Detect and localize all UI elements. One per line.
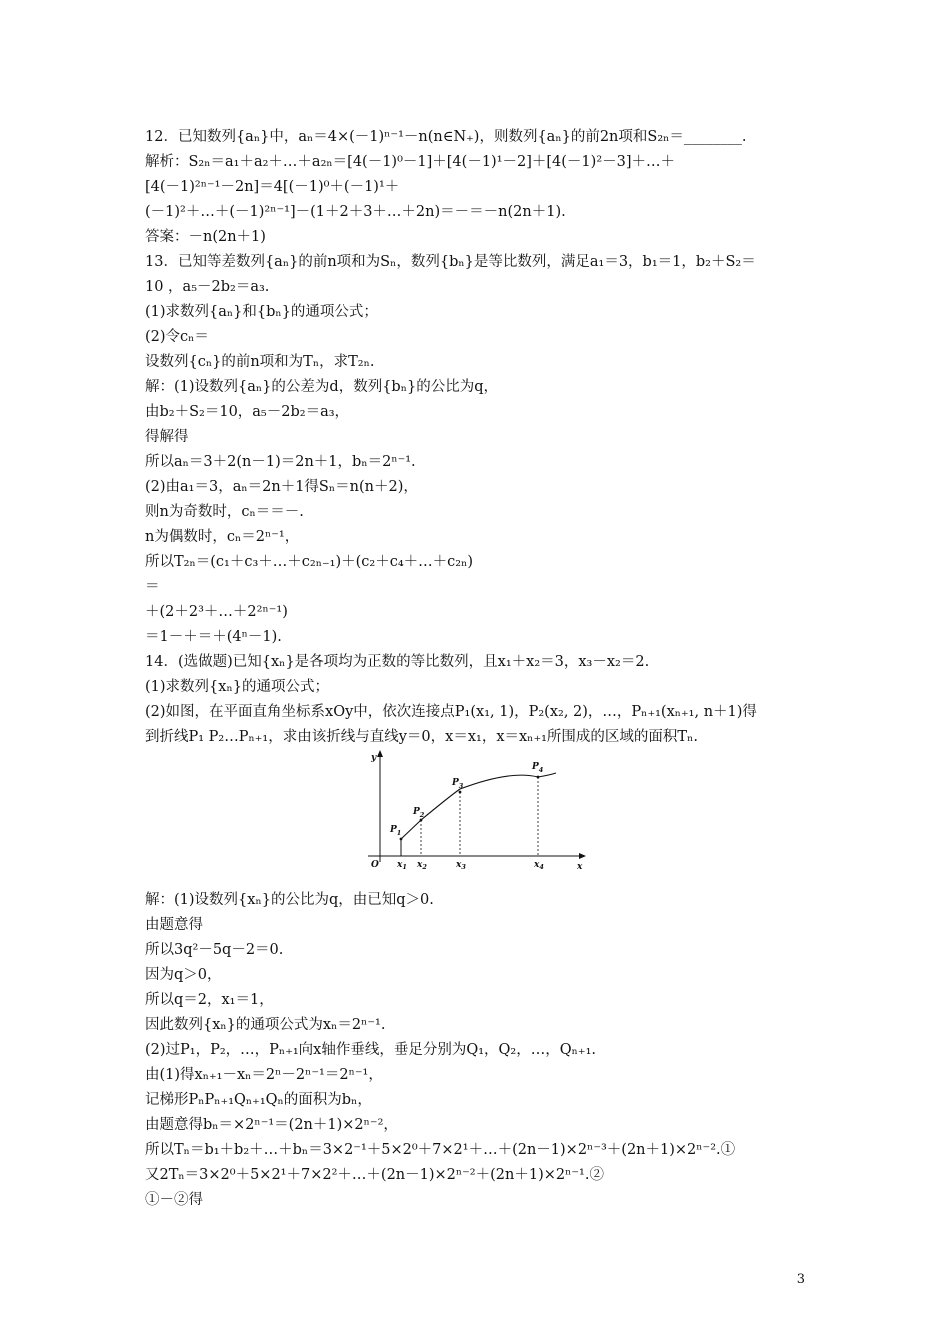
- text-line: 设数列{cₙ}的前n项和为Tₙ，求T₂ₙ.: [145, 354, 375, 370]
- text-line: 由b₂＋S₂＝10，a₅－2b₂＝a₃，: [145, 404, 350, 420]
- text-line: (2)由a₁＝3，aₙ＝2n＋1得Sₙ＝n(n＋2)，: [145, 479, 418, 495]
- tick-label-x4: $x_4$: [534, 860, 544, 871]
- text-line: 13．已知等差数列{aₙ}的前n项和为Sₙ，数列{bₙ}是等比数列，满足a₁＝3，b₁＝1，b₂＋S₂＝: [145, 254, 756, 270]
- text-line: 14．(选做题)已知{xₙ}是各项均为正数的等比数列，且x₁＋x₂＝3，x₃－x₂＝2.: [145, 654, 650, 670]
- text-line: (2)如图，在平面直角坐标系xOy中，依次连接点P₁(x₁, 1)，P₂(x₂, 2)，…，Pₙ₊₁(xₙ₊₁, n＋1)得: [145, 704, 757, 720]
- text-line: 由题意得bₙ＝×2ⁿ⁻¹＝(2n＋1)×2ⁿ⁻²，: [145, 1117, 398, 1133]
- text-line: (－1)²＋…＋(－1)²ⁿ⁻¹]－(1＋2＋3＋…＋2n)＝－＝－n(2n＋1).: [145, 204, 566, 220]
- point-p2: [420, 819, 423, 822]
- text-line: n为偶数时，cₙ＝2ⁿ⁻¹，: [145, 529, 300, 545]
- y-axis-label: y: [371, 753, 377, 763]
- text-line: (2)令cₙ＝: [145, 329, 209, 345]
- text-line: 记梯形PₙPₙ₊₁Qₙ₊₁Qₙ的面积为bₙ，: [145, 1092, 372, 1108]
- point-p1: [400, 838, 403, 841]
- text-line: 所以Tₙ＝b₁＋b₂＋…＋bₙ＝3×2⁻¹＋5×2⁰＋7×2¹＋…＋(2n－1)×2ⁿ⁻³＋(2n＋1)×2ⁿ⁻².①: [145, 1142, 736, 1158]
- figure-svg: [360, 748, 590, 876]
- tick-label-x3: $x_3$: [456, 860, 466, 871]
- text-line: 得解得: [145, 429, 189, 445]
- text-line: 12．已知数列{aₙ}中，aₙ＝4×(－1)ⁿ⁻¹－n(n∈N₊)，则数列{aₙ}的前2n项和S₂ₙ＝________.: [145, 129, 747, 145]
- text-block-bottom: [145, 888, 815, 1213]
- text-line: 由题意得: [145, 917, 203, 933]
- point-label-p3: $P_3$: [452, 778, 464, 790]
- text-line: 10 ，a₅－2b₂＝a₃.: [145, 279, 270, 295]
- text-line: ＝1－＋＝＋(4ⁿ－1).: [145, 629, 282, 645]
- text-line: 解：(1)设数列{xₙ}的公比为q，由已知q＞0.: [145, 892, 434, 908]
- text-line: 由(1)得xₙ₊₁－xₙ＝2ⁿ－2ⁿ⁻¹＝2ⁿ⁻¹，: [145, 1067, 383, 1083]
- text-line: 所以3q²－5q－2＝0.: [145, 942, 284, 958]
- point-label-p1: $P_1$: [390, 825, 402, 837]
- tick-label-x1: $x_1$: [397, 860, 407, 871]
- page-number: 3: [796, 1272, 805, 1287]
- text-line: 因为q＞0，: [145, 967, 222, 983]
- text-line: 所以q＝2，x₁＝1，: [145, 992, 274, 1008]
- polyline-curve: [401, 773, 556, 839]
- text-line: 则n为奇数时，cₙ＝＝－.: [145, 504, 304, 520]
- text-line: (1)求数列{xₙ}的通项公式；: [145, 679, 329, 695]
- x-axis-label: x: [577, 862, 583, 872]
- text-line: 所以aₙ＝3＋2(n－1)＝2n＋1，bₙ＝2ⁿ⁻¹.: [145, 454, 416, 470]
- point-p4: [537, 776, 540, 779]
- text-line: ＝: [145, 579, 160, 595]
- x-axis-arrow: [579, 853, 586, 859]
- polyline-figure: [360, 748, 590, 876]
- y-axis-arrow: [377, 750, 383, 757]
- text-line: 因此数列{xₙ}的通项公式为xₙ＝2ⁿ⁻¹.: [145, 1017, 386, 1033]
- text-line: (1)求数列{aₙ}和{bₙ}的通项公式；: [145, 304, 378, 320]
- point-p3: [459, 791, 462, 794]
- text-line: 解：(1)设数列{aₙ}的公差为d，数列{bₙ}的公比为q，: [145, 379, 498, 395]
- text-line: 所以T₂ₙ＝(c₁＋c₃＋…＋c₂ₙ₋₁)＋(c₂＋c₄＋…＋c₂ₙ): [145, 554, 473, 570]
- text-line: ①－②得: [145, 1192, 203, 1208]
- text-block-top: [145, 125, 815, 750]
- text-line: 解析：S₂ₙ＝a₁＋a₂＋…＋a₂ₙ＝[4(－1)⁰－1]＋[4(－1)¹－2]＋[4(－1)²－3]＋…＋: [145, 154, 676, 170]
- point-label-p2: $P_2$: [413, 807, 425, 819]
- text-line: ＋(2＋2³＋…＋2²ⁿ⁻¹): [145, 604, 288, 620]
- tick-label-x2: $x_2$: [417, 860, 427, 871]
- text-line: 又2Tₙ＝3×2⁰＋5×2¹＋7×2²＋…＋(2n－1)×2ⁿ⁻²＋(2n＋1)×2ⁿ⁻¹.②: [145, 1167, 604, 1183]
- text-line: 答案：－n(2n＋1): [145, 229, 266, 245]
- text-line: (2)过P₁，P₂，…，Pₙ₊₁向x轴作垂线，垂足分别为Q₁，Q₂，…，Qₙ₊₁.: [145, 1042, 596, 1058]
- text-line: [4(－1)²ⁿ⁻¹－2n]＝4[(－1)⁰＋(－1)¹＋: [145, 179, 400, 195]
- origin-label: O: [371, 860, 379, 870]
- point-label-p4: $P_4$: [532, 762, 544, 774]
- text-line: 到折线P₁ P₂…Pₙ₊₁，求由该折线与直线y＝0，x＝x₁，x＝xₙ₊₁所围成的区域的面积Tₙ.: [145, 729, 698, 745]
